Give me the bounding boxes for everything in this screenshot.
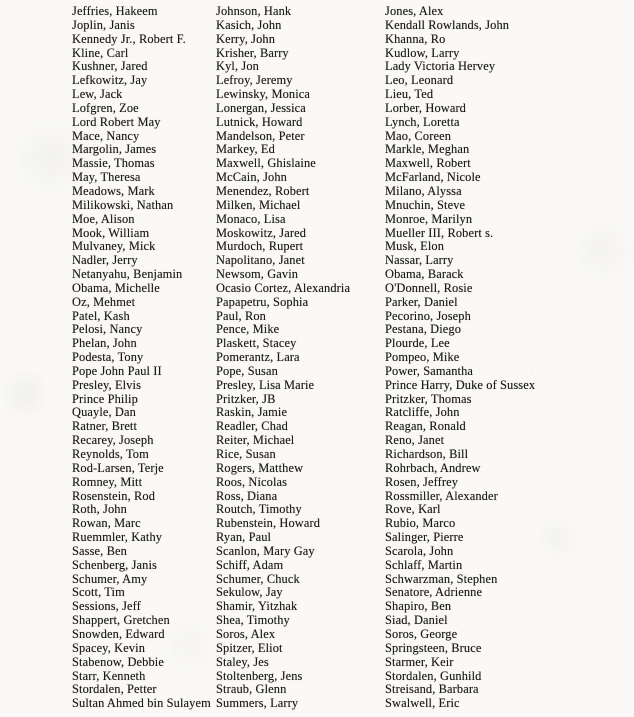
name-entry: Lefkowitz, Jay [72,73,148,88]
name-entry: Prince Harry, Duke of Sussex [385,377,536,392]
name-entry: Springsteen, Bruce [385,640,482,655]
name-entry: Roos, Nicolas [216,474,288,489]
name-entry: Scarola, John [385,543,454,558]
name-entry: Papapetru, Sophia [216,294,309,309]
name-entry: Moe, Alison [72,211,135,226]
name-entry: Schumer, Chuck [216,571,300,586]
name-entry: Shappert, Gretchen [72,613,170,628]
name-entry: Rubenstein, Howard [216,516,321,531]
name-entry: Pestana, Diego [385,322,462,337]
name-entry: Kushner, Jared [72,59,148,74]
name-entry: Spitzer, Eliot [216,640,283,655]
name-entry: Soros, Alex [216,626,276,641]
name-entry: Milano, Alyssa [385,183,462,198]
name-entry: Maxwell, Robert [385,156,471,171]
name-entry: Plaskett, Stacey [216,336,297,351]
name-entry: Pritzker, JB [216,391,276,406]
name-entry: Milikowski, Nathan [72,197,174,212]
name-entry: Parker, Daniel [385,294,458,309]
name-entry: Mandelson, Peter [216,128,305,143]
name-entry: Siad, Daniel [385,613,448,628]
name-entry: Straub, Glenn [216,682,287,697]
name-entry: Rice, Susan [216,447,276,461]
name-entry: Krisher, Barry [216,45,289,60]
name-entry: Lieu, Ted [385,87,434,102]
name-column-2 [216,5,350,711]
name-entry: Pompeo, Mike [385,350,460,365]
name-entry: Plourde, Lee [385,336,450,351]
name-entry: Rove, Karl [385,502,441,517]
name-entry: Paul, Ron [216,308,266,323]
name-column-3 [385,5,535,711]
name-entry: Ross, Diana [216,488,278,503]
name-entry: Markey, Ed [216,142,275,157]
name-entry: Monroe, Marilyn [385,211,473,226]
name-entry: Lewinsky, Monica [216,87,311,102]
name-entry: O'Donnell, Rosie [385,280,473,295]
name-entry: Rod-Larsen, Terje [72,460,164,475]
name-entry: Presley, Lisa Marie [216,377,315,392]
name-entry: Lew, Jack [72,87,123,102]
name-entry: Kennedy Jr., Robert F. [72,31,186,46]
name-entry: Swalwell, Eric [385,696,460,711]
name-entry: Leo, Leonard [385,73,454,88]
name-entry: Mnuchin, Steve [385,197,466,212]
name-entry: Salinger, Pierre [385,530,464,545]
name-entry: Obama, Michelle [72,280,160,295]
name-entry: Mace, Nancy [72,128,140,143]
name-entry: Mueller III, Robert s. [385,225,494,240]
name-entry: Massie, Thomas [72,156,155,171]
name-entry: Ratcliffe, John [385,405,460,420]
name-entry: Oz, Mehmet [72,294,136,309]
name-entry: Starr, Kenneth [72,668,146,683]
name-entry: Lorber, Howard [385,100,467,115]
name-entry: Newsom, Gavin [216,267,299,282]
name-entry: Roth, John [72,502,127,517]
name-entry: Recarey, Joseph [72,433,154,448]
name-entry: Streisand, Barbara [385,682,479,697]
name-entry: Richardson, Bill [385,447,469,461]
name-entry: Shapiro, Ben [385,599,452,614]
name-entry: Snowden, Edward [72,626,165,641]
name-entry: Rosenstein, Rod [72,488,156,503]
name-entry: Starmer, Keir [385,654,454,669]
name-entry: Napolitano, Janet [216,253,305,268]
name-entry: Stabenow, Debbie [72,654,164,669]
name-entry: Monaco, Lisa [216,211,286,226]
name-entry: Kerry, John [216,31,276,46]
name-entry: Rohrbach, Andrew [385,460,481,475]
name-entry: Reynolds, Tom [72,447,149,461]
name-entry: Raskin, Jamie [216,405,288,420]
name-entry: Summers, Larry [216,696,299,711]
name-entry: Prince Philip [72,391,138,406]
name-entry: Sekulow, Jay [216,585,283,600]
name-entry: Rosen, Jeffrey [385,474,459,489]
name-entry: Reagan, Ronald [385,419,466,434]
name-entry: Pelosi, Nancy [72,322,143,337]
name-entry: Podesta, Tony [72,350,144,365]
name-entry: Reno, Janet [385,433,445,448]
name-entry: Stordalen, Petter [72,682,157,697]
name-entry: Nassar, Larry [385,253,454,268]
name-entry: Schlaff, Martin [385,557,463,572]
name-entry: Lynch, Loretta [385,114,460,129]
name-entry: Scott, Tim [72,585,125,600]
name-entry: Phelan, John [72,336,137,351]
name-entry: Reiter, Michael [216,433,295,448]
name-entry: Readler, Chad [216,419,288,434]
name-entry: Schumer, Amy [72,571,148,586]
name-entry: Meadows, Mark [72,183,155,198]
name-entry: Pecorino, Joseph [385,308,471,323]
name-entry: Lonergan, Jessica [216,100,306,115]
name-entry: Spacey, Kevin [72,640,146,655]
name-entry: Sultan Ahmed bin Sulayem [72,696,211,711]
name-entry: Jones, Alex [385,4,444,18]
name-entry: Maxwell, Ghislaine [216,156,316,171]
name-entry: Moskowitz, Jared [216,225,307,240]
name-entry: Pope John Paul II [72,363,162,378]
name-entry: Lefroy, Jeremy [216,73,293,88]
name-entry: Schiff, Adam [216,557,284,572]
name-entry: Lutnick, Howard [216,114,303,129]
name-entry: Stoltenberg, Jens [216,668,303,683]
name-entry: Lord Robert May [72,114,161,129]
name-column-1 [72,5,211,711]
name-entry: Ruemmler, Kathy [72,530,163,545]
name-entry: Rowan, Marc [72,516,141,531]
name-entry: Ocasio Cortez, Alexandria [216,280,351,295]
name-entry: Murdoch, Rupert [216,239,304,254]
name-entry: Scanlon, Mary Gay [216,543,315,558]
name-entry: Rossmiller, Alexander [385,488,498,503]
name-entry: Mook, William [72,225,150,240]
name-entry: Kudlow, Larry [385,45,460,60]
name-entry: Schenberg, Janis [72,557,157,572]
name-entry: Pomerantz, Lara [216,350,300,365]
name-entry: Khanna, Ro [385,31,446,46]
name-entry: Power, Samantha [385,363,474,378]
name-entry: Musk, Elon [385,239,445,254]
name-entry: Milken, Michael [216,197,301,212]
name-entry: Stordalen, Gunhild [385,668,482,683]
name-entry: Romney, Mitt [72,474,143,489]
name-entry: Sessions, Jeff [72,599,141,614]
name-entry: Kline, Carl [72,45,129,60]
name-entry: Pritzker, Thomas [385,391,472,406]
name-entry: Kyl, Jon [216,59,259,74]
name-entry: Kasich, John [216,17,282,32]
name-entry: Ryan, Paul [216,530,272,545]
name-entry: Margolin, James [72,142,157,157]
name-entry: Lady Victoria Hervey [385,59,496,74]
name-entry: Presley, Elvis [72,377,142,392]
name-entry: Shea, Timothy [216,613,290,628]
name-entry: Rubio, Marco [385,516,456,531]
name-entry: Rogers, Matthew [216,460,304,475]
name-entry: McCain, John [216,170,287,185]
name-entry: Schwarzman, Stephen [385,571,498,586]
name-entry: Staley, Jes [216,654,269,669]
name-entry: Mulvaney, Mick [72,239,156,254]
name-entry: May, Theresa [72,170,141,185]
name-entry: Ratner, Brett [72,419,138,434]
name-entry: Shamir, Yitzhak [216,599,298,614]
name-entry: Pence, Mike [216,322,280,337]
name-entry: Johnson, Hank [216,4,292,18]
name-entry: Obama, Barack [385,267,464,282]
name-entry: Kendall Rowlands, John [385,17,510,32]
name-entry: Markle, Meghan [385,142,470,157]
name-entry: Quayle, Dan [72,405,136,420]
name-entry: Joplin, Janis [72,17,135,32]
name-entry: Soros, George [385,626,458,641]
name-entry: Patel, Kash [72,308,130,323]
name-entry: Netanyahu, Benjamin [72,267,183,282]
name-entry: Pope, Susan [216,363,278,378]
name-entry: Lofgren, Zoe [72,100,139,115]
name-entry: Senatore, Adrienne [385,585,483,600]
name-entry: Sasse, Ben [72,543,127,558]
name-entry: Nadler, Jerry [72,253,138,268]
name-entry: Routch, Timothy [216,502,302,517]
name-entry: McFarland, Nicole [385,170,481,185]
name-entry: Mao, Coreen [385,128,452,143]
name-entry: Menendez, Robert [216,183,310,198]
name-entry: Jeffries, Hakeem [72,4,158,18]
